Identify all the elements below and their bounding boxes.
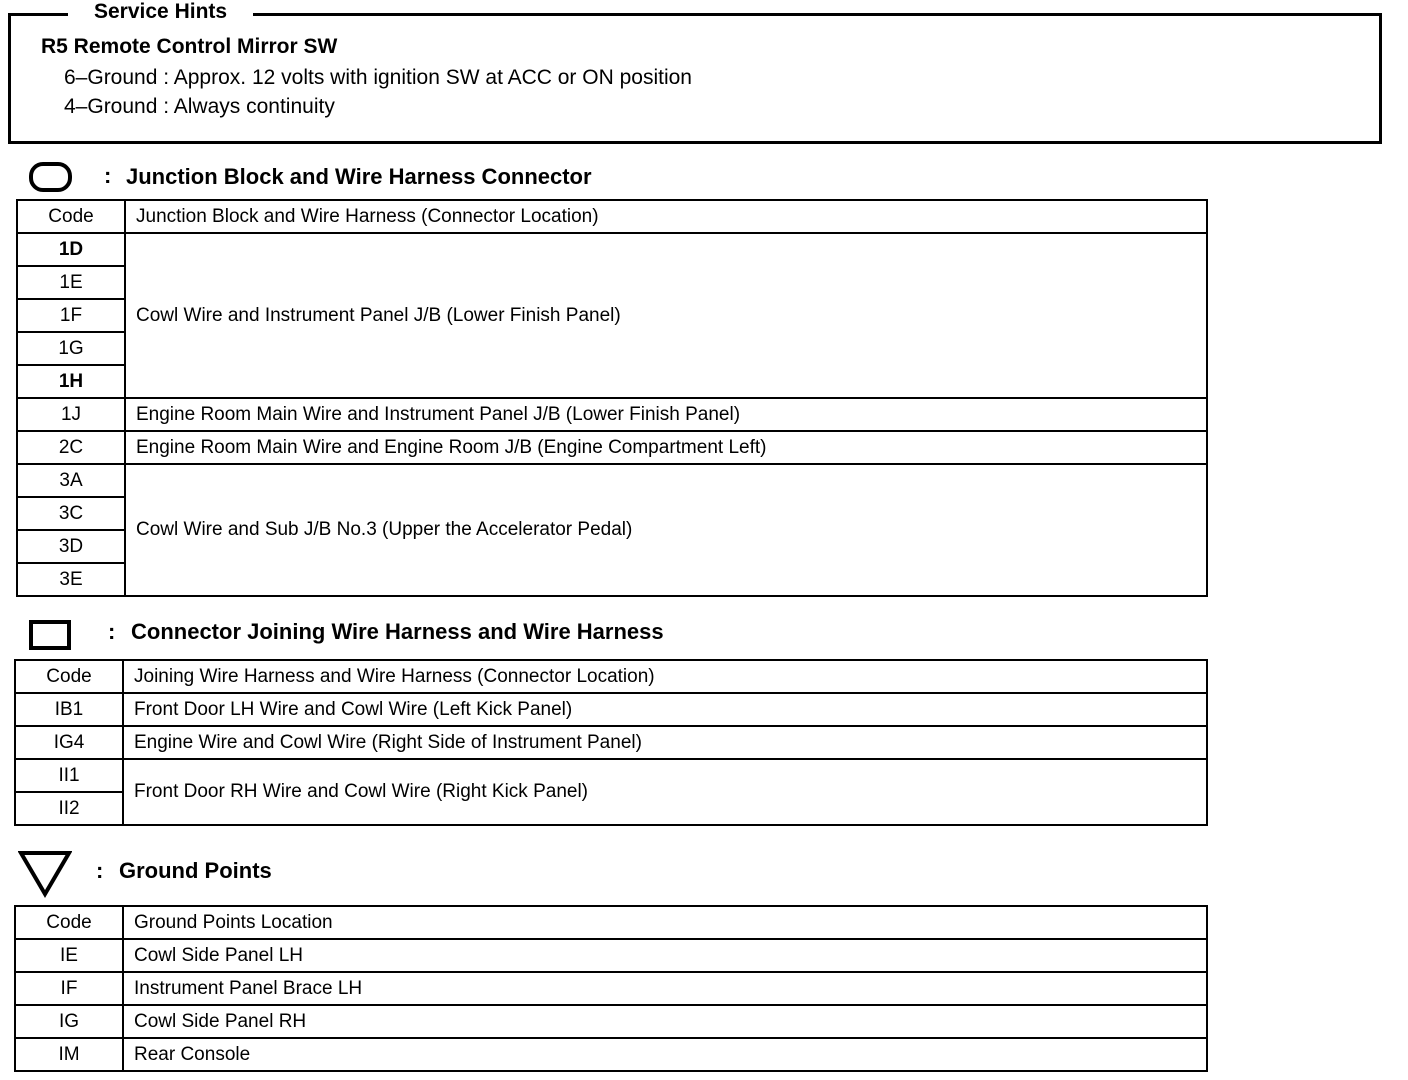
code-cell: 1F [17, 299, 125, 332]
table-row [17, 431, 1207, 464]
code-cell: 3C [17, 497, 125, 530]
ground-table [14, 905, 1208, 1072]
ground-section-title: Ground Points [119, 858, 272, 883]
service-hints-title: Service Hints [68, 0, 253, 24]
connector-symbol-icon [29, 620, 71, 650]
table-header-row [15, 906, 1207, 939]
table-row [15, 972, 1207, 1005]
junction-colon: : [104, 163, 112, 188]
table-row [15, 693, 1207, 726]
location-cell: Cowl Wire and Instrument Panel J/B (Lower Finish Panel) [125, 233, 1207, 398]
table-row [15, 1005, 1207, 1038]
location-cell: Cowl Side Panel RH [123, 1005, 1207, 1038]
location-cell: Cowl Wire and Sub J/B No.3 (Upper the Accelerator Pedal) [125, 464, 1207, 596]
junction-section-title: Junction Block and Wire Harness Connector [126, 164, 592, 189]
location-cell: Engine Room Main Wire and Instrument Panel J/B (Lower Finish Panel) [125, 398, 1207, 431]
code-cell: 3A [17, 464, 125, 497]
junction-table [16, 199, 1208, 597]
code-cell: IM [15, 1038, 123, 1071]
location-header: Ground Points Location [123, 906, 1207, 939]
service-hint-line: 6–Ground : Approx. 12 volts with ignition SW at ACC or ON position [64, 66, 692, 89]
code-cell: IB1 [15, 693, 123, 726]
location-cell: Rear Console [123, 1038, 1207, 1071]
code-cell: 1H [17, 365, 125, 398]
code-cell: 3D [17, 530, 125, 563]
service-hint-line: 4–Ground : Always continuity [64, 95, 335, 118]
connector-colon: : [108, 619, 116, 644]
location-cell: Front Door RH Wire and Cowl Wire (Right Kick Panel) [123, 759, 1207, 825]
location-cell: Instrument Panel Brace LH [123, 972, 1207, 1005]
table-header-row [17, 200, 1207, 233]
location-cell: Front Door LH Wire and Cowl Wire (Left Kick Panel) [123, 693, 1207, 726]
code-cell: IF [15, 972, 123, 1005]
code-cell: IG [15, 1005, 123, 1038]
code-cell: 1J [17, 398, 125, 431]
code-header: Code [17, 200, 125, 233]
table-row [15, 1038, 1207, 1071]
connector-table [14, 659, 1208, 826]
table-row [17, 398, 1207, 431]
code-cell: 3E [17, 563, 125, 596]
code-cell: 1G [17, 332, 125, 365]
table-row [17, 464, 1207, 497]
code-cell: 1E [17, 266, 125, 299]
location-cell: Engine Room Main Wire and Engine Room J/B (Engine Compartment Left) [125, 431, 1207, 464]
table-row [17, 233, 1207, 266]
ground-point-symbol-icon [18, 850, 72, 898]
code-cell: II1 [15, 759, 123, 792]
code-cell: IG4 [15, 726, 123, 759]
code-cell: 1D [17, 233, 125, 266]
location-header: Joining Wire Harness and Wire Harness (Connector Location) [123, 660, 1207, 693]
code-header: Code [15, 906, 123, 939]
table-header-row [15, 660, 1207, 693]
table-row [15, 726, 1207, 759]
code-header: Code [15, 660, 123, 693]
location-header: Junction Block and Wire Harness (Connector Location) [125, 200, 1207, 233]
location-cell: Engine Wire and Cowl Wire (Right Side of Instrument Panel) [123, 726, 1207, 759]
junction-block-symbol-icon [29, 162, 72, 192]
table-row [15, 939, 1207, 972]
ground-colon: : [96, 858, 104, 883]
code-cell: II2 [15, 792, 123, 825]
location-cell: Cowl Side Panel LH [123, 939, 1207, 972]
service-hints-subtitle: R5 Remote Control Mirror SW [41, 35, 338, 58]
code-cell: IE [15, 939, 123, 972]
code-cell: 2C [17, 431, 125, 464]
connector-section-title: Connector Joining Wire Harness and Wire Harness [131, 619, 664, 644]
table-row [15, 759, 1207, 792]
